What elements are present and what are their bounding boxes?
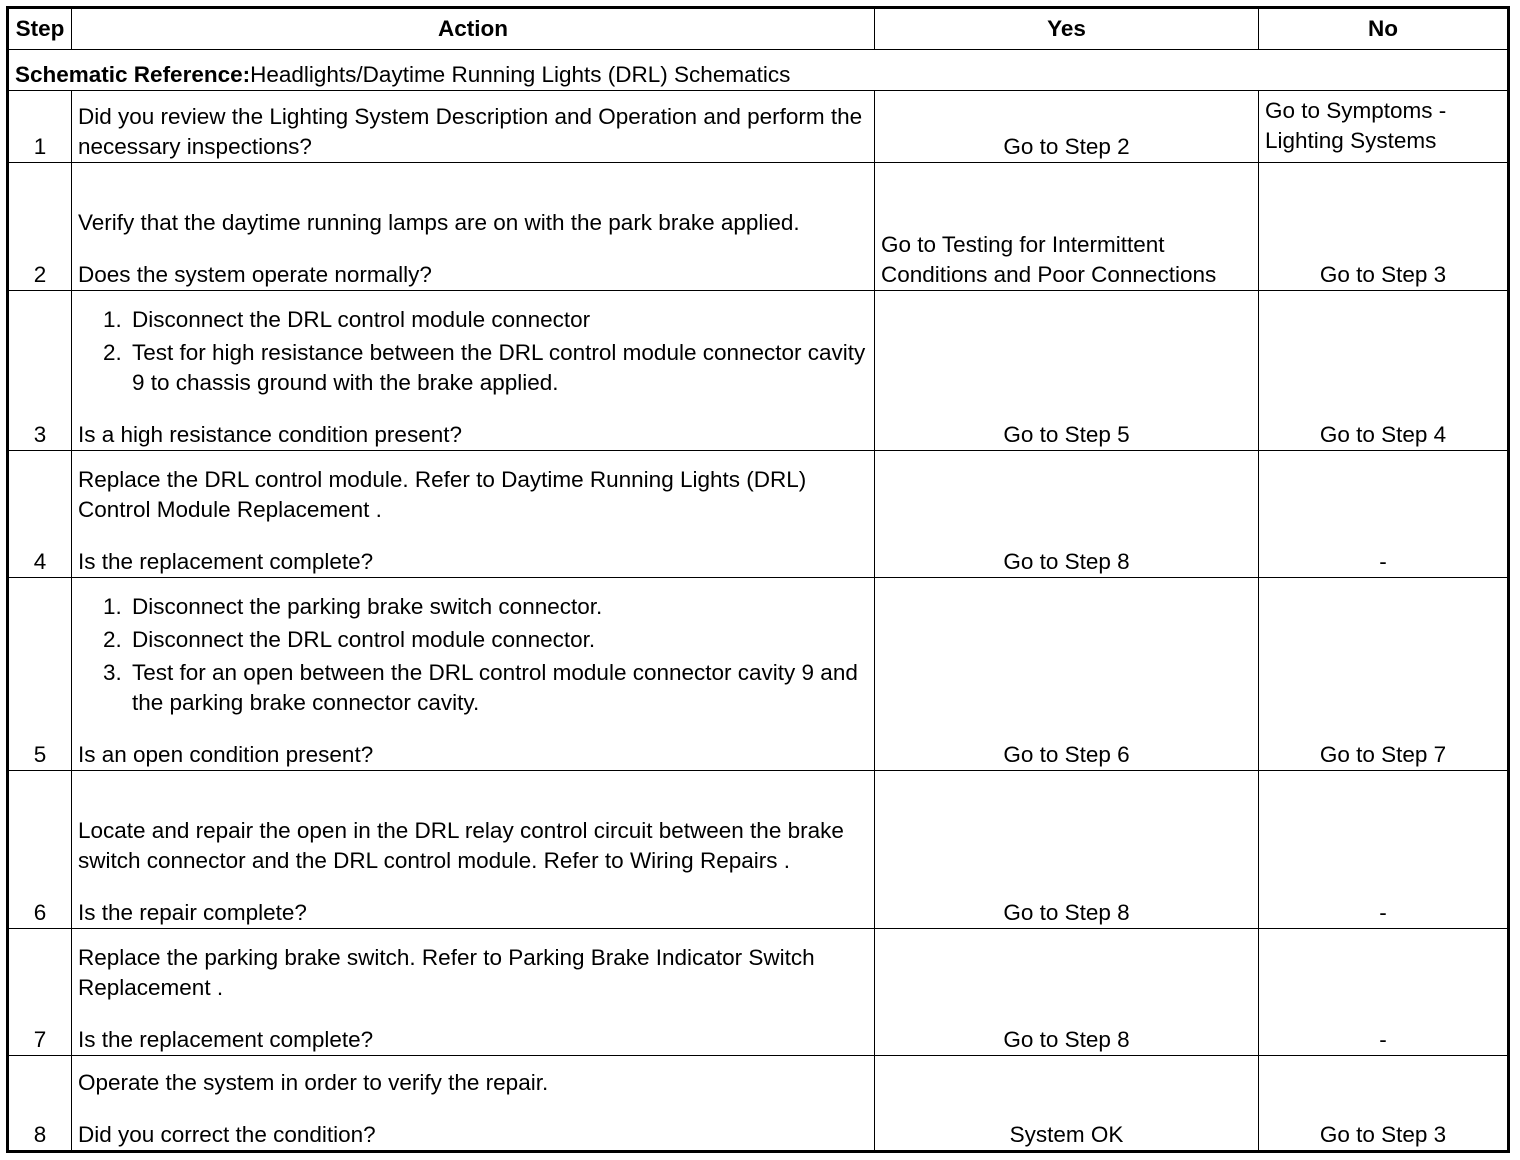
yes-cell	[875, 163, 1259, 291]
action-text: Verify that the daytime running lamps are on with the park brake applied.	[78, 210, 800, 235]
list-item: 2. Disconnect the DRL control module connector.	[128, 625, 868, 655]
yes-link[interactable]: Go to Step 8	[1003, 1027, 1130, 1052]
no-value: -	[1379, 1027, 1387, 1052]
no-value: -	[1379, 549, 1387, 574]
action-question: Is an open condition present?	[78, 742, 374, 767]
action-question: Is the replacement complete?	[78, 549, 374, 574]
no-cell	[1259, 291, 1509, 451]
header-step: Step	[8, 8, 72, 50]
table-row	[8, 1056, 1509, 1152]
no-link[interactable]: Go to Step 3	[1319, 1122, 1447, 1147]
header-no: No	[1259, 8, 1509, 50]
action-question: Is the repair complete?	[78, 900, 307, 925]
table-row	[8, 91, 1509, 163]
step-number: 2	[8, 163, 72, 291]
action-text: Operate the system in order to verify the repair.	[78, 1070, 549, 1095]
action-text: Replace the DRL control module. Refer to Daytime Running Lights (DRL) Control Module Replacement .	[78, 467, 807, 522]
header-yes: Yes	[875, 8, 1259, 50]
table-row	[8, 771, 1509, 929]
action-cell	[72, 451, 875, 578]
yes-cell	[875, 929, 1259, 1056]
yes-link[interactable]: Go to Step 5	[1003, 422, 1130, 447]
action-cell	[72, 578, 875, 771]
action-cell	[72, 771, 875, 929]
table-row	[8, 163, 1509, 291]
no-cell	[1259, 771, 1509, 929]
action-cell	[72, 291, 875, 451]
table-row	[8, 451, 1509, 578]
action-cell	[72, 163, 875, 291]
yes-link[interactable]: Go to Step 8	[1003, 900, 1130, 925]
yes-link[interactable]: Go to Testing for Intermittent Conditions and Poor Connections	[881, 232, 1217, 287]
no-link[interactable]: Go to Symptoms - Lighting Systems	[1265, 98, 1447, 153]
step-number: 3	[8, 291, 72, 451]
header-row	[8, 8, 1509, 50]
yes-cell	[875, 578, 1259, 771]
yes-cell	[875, 1056, 1259, 1152]
no-cell	[1259, 578, 1509, 771]
no-cell	[1259, 91, 1509, 163]
no-value: -	[1379, 900, 1387, 925]
step-number: 5	[8, 578, 72, 771]
step-number: 7	[8, 929, 72, 1056]
yes-cell	[875, 91, 1259, 163]
header-action: Action	[72, 8, 875, 50]
no-cell	[1259, 451, 1509, 578]
yes-cell	[875, 451, 1259, 578]
yes-cell	[875, 291, 1259, 451]
action-cell	[72, 929, 875, 1056]
no-cell	[1259, 163, 1509, 291]
yes-cell	[875, 771, 1259, 929]
yes-link[interactable]: Go to Step 2	[1003, 134, 1130, 159]
action-list	[78, 592, 868, 718]
action-text: Replace the parking brake switch. Refer to Parking Brake Indicator Switch Replacement .	[78, 945, 815, 1000]
schematic-reference	[8, 50, 1509, 91]
schematic-label: Schematic Reference:	[15, 62, 251, 87]
list-item: 2. Test for high resistance between the DRL control module connector cavity 9 to chassis ground with the brake applied.	[128, 338, 868, 398]
no-cell	[1259, 929, 1509, 1056]
step-number: 8	[8, 1056, 72, 1152]
list-item: 1. Disconnect the parking brake switch connector.	[128, 592, 868, 622]
list-item: 3. Test for an open between the DRL control module connector cavity 9 and the parking brake connector cavity.	[128, 658, 868, 718]
no-link[interactable]: Go to Step 4	[1319, 422, 1447, 447]
action-cell	[72, 91, 875, 163]
no-link[interactable]: Go to Step 7	[1319, 742, 1447, 767]
table-row	[8, 578, 1509, 771]
action-text: Did you review the Lighting System Description and Operation and perform the necessary inspections?	[78, 104, 863, 159]
yes-value: System OK	[1009, 1122, 1124, 1147]
action-question: Did you correct the condition?	[78, 1122, 376, 1147]
diagnostic-table	[6, 6, 1510, 1153]
action-text: Locate and repair the open in the DRL relay control circuit between the brake switch connector and the DRL control module. Refer to Wiring Repairs .	[78, 818, 844, 873]
action-question: Is a high resistance condition present?	[78, 422, 462, 447]
action-question: Does the system operate normally?	[78, 262, 432, 287]
step-number: 4	[8, 451, 72, 578]
yes-link[interactable]: Go to Step 8	[1003, 549, 1130, 574]
schematic-link[interactable]: Headlights/Daytime Running Lights (DRL) Schematics	[250, 62, 791, 87]
action-question: Is the replacement complete?	[78, 1027, 374, 1052]
action-list	[78, 305, 868, 398]
table-row	[8, 291, 1509, 451]
no-link[interactable]: Go to Step 3	[1319, 262, 1447, 287]
schematic-row	[8, 50, 1509, 91]
list-item: 1. Disconnect the DRL control module connector	[128, 305, 868, 335]
step-number: 1	[8, 91, 72, 163]
no-cell	[1259, 1056, 1509, 1152]
yes-link[interactable]: Go to Step 6	[1003, 742, 1130, 767]
table-row	[8, 929, 1509, 1056]
step-number: 6	[8, 771, 72, 929]
action-cell	[72, 1056, 875, 1152]
